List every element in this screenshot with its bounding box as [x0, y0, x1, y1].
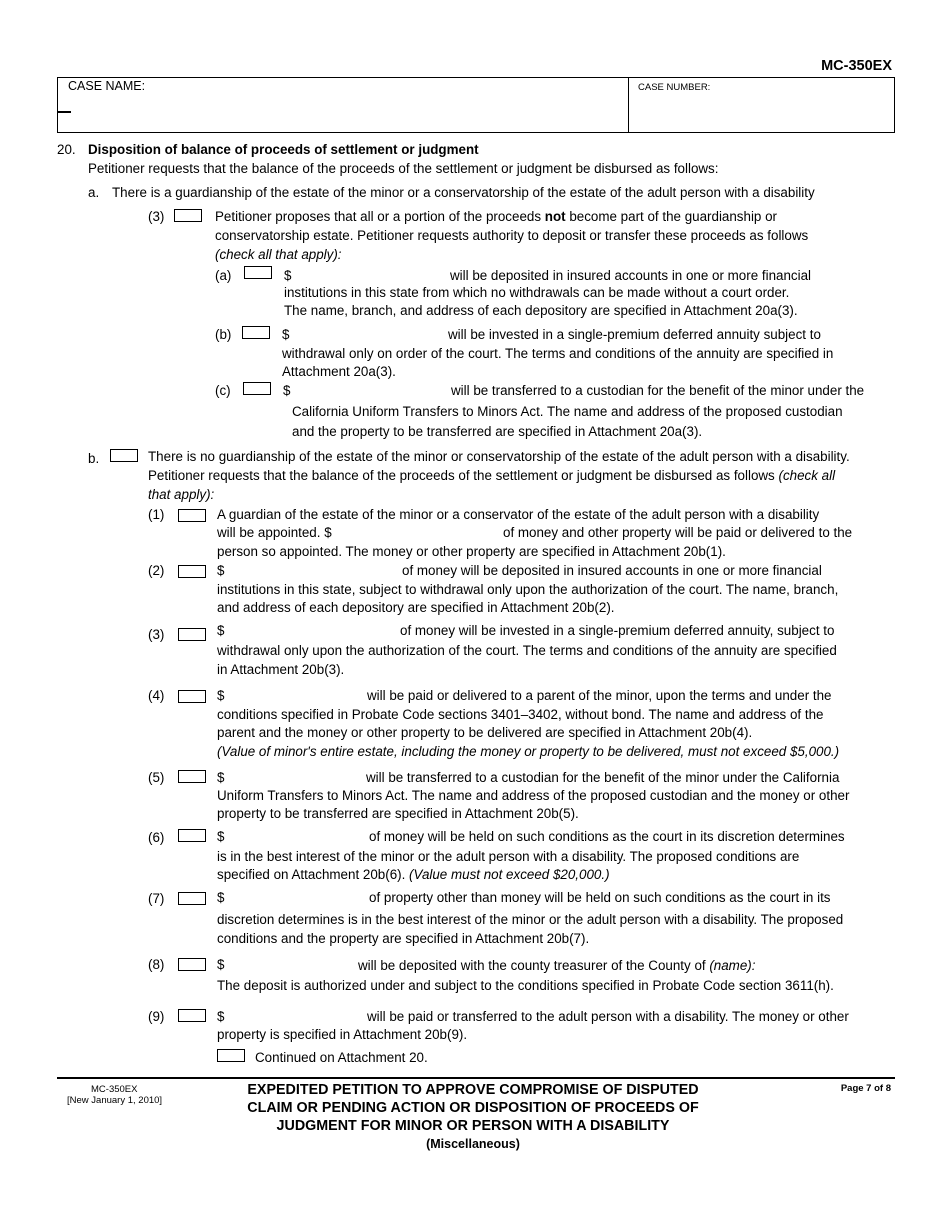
b7-amount-field[interactable]	[229, 888, 363, 905]
item-b-line2: Petitioner requests that the balance of the proceeds of the settlement or judgment be disbursed as follows (check all	[148, 468, 836, 483]
footer-form-id: MC-350EX	[91, 1084, 138, 1095]
item-title: Disposition of balance of proceeds of settlement or judgment	[88, 142, 479, 157]
b9-number: (9)	[148, 1009, 165, 1024]
a3a-dollar: $	[284, 268, 292, 283]
a3b-line2: withdrawal only on order of the court. The terms and conditions of the annuity are specified in	[282, 346, 834, 361]
b8-line1: will be deposited with the county treasurer of the County of (name):	[358, 958, 756, 973]
b5-amount-field[interactable]	[229, 768, 361, 785]
item-b-checkbox[interactable]	[110, 449, 138, 462]
item-a-text: There is a guardianship of the estate of the minor or a conservatorship of the estate of the adult person with a disability	[112, 185, 815, 200]
item-intro: Petitioner requests that the balance of the proceeds of the settlement or judgment be disbursed as follows:	[88, 161, 719, 176]
a3c-amount-field[interactable]	[295, 381, 445, 398]
b3-line3: in Attachment 20b(3).	[217, 662, 345, 677]
a3a-line2: institutions in this state from which no withdrawals can be made without a court order.	[284, 285, 790, 300]
a3a-checkbox[interactable]	[244, 266, 272, 279]
b1-line2-pre: will be appointed. $	[217, 525, 332, 540]
b3-line1: of money will be invested in a single-premium deferred annuity, subject to	[400, 623, 835, 638]
b1-line1: A guardian of the estate of the minor or a conservator of the estate of the adult person with a disability	[217, 507, 820, 522]
a3b-amount-field[interactable]	[294, 325, 442, 342]
b4-line4: (Value of minor's entire estate, including the money or property to be delivered, must not exceed $5,000.)	[217, 744, 840, 759]
a3b-label: (b)	[215, 327, 232, 342]
footer-subtitle: (Miscellaneous)	[426, 1137, 520, 1151]
item-number: 20.	[57, 142, 76, 157]
b9-checkbox[interactable]	[178, 1009, 206, 1022]
b1-number: (1)	[148, 507, 165, 522]
b4-dollar: $	[217, 688, 225, 703]
b4-line1: will be paid or delivered to a parent of the minor, upon the terms and under the	[367, 688, 832, 703]
b2-dollar: $	[217, 563, 225, 578]
a3b-line3: Attachment 20a(3).	[282, 364, 396, 379]
case-header-box	[57, 77, 895, 133]
b6-amount-field[interactable]	[229, 827, 363, 844]
b5-number: (5)	[148, 770, 165, 785]
a3c-line1: will be transferred to a custodian for the benefit of the minor under the	[451, 383, 865, 398]
case-name-label: CASE NAME:	[68, 79, 146, 93]
b7-line3: conditions and the property are specified in Attachment 20b(7).	[217, 931, 590, 946]
a3c-checkbox[interactable]	[243, 382, 271, 395]
b1-line2-post: of money and other property will be paid or delivered to the	[503, 525, 853, 540]
a3c-line3: and the property to be transferred are specified in Attachment 20a(3).	[292, 424, 703, 439]
b6-line1: of money will be held on such conditions as the court in its discretion determines	[369, 829, 845, 844]
a3b-line1: will be invested in a single-premium deferred annuity subject to	[448, 327, 821, 342]
b8-amount-field[interactable]	[229, 955, 353, 972]
footer-title-line1: EXPEDITED PETITION TO APPROVE COMPROMISE OF DISPUTED	[247, 1082, 699, 1098]
item-a-letter: a.	[88, 185, 100, 200]
item-b-line1: There is no guardianship of the estate of the minor or conservatorship of the estate of the adult person with a disability.	[148, 449, 850, 464]
b5-line2: Uniform Transfers to Minors Act. The name and address of the proposed custodian and the money or other	[217, 788, 850, 803]
b1-line3: person so appointed. The money or other property are specified in Attachment 20b(1).	[217, 544, 726, 559]
b9-amount-field[interactable]	[229, 1007, 363, 1024]
footer-title-line2: CLAIM OR PENDING ACTION OR DISPOSITION OF PROCEEDS OF	[247, 1100, 699, 1116]
b8-number: (8)	[148, 957, 165, 972]
b2-amount-field[interactable]	[229, 561, 397, 578]
case-name-field[interactable]	[60, 96, 620, 130]
footer-title-line3: JUDGMENT FOR MINOR OR PERSON WITH A DISABILITY	[276, 1118, 670, 1134]
a3b-checkbox[interactable]	[242, 326, 270, 339]
a3a-line3: The name, branch, and address of each depository are specified in Attachment 20a(3).	[284, 303, 798, 318]
a3a-line1: will be deposited in insured accounts in one or more financial	[450, 268, 812, 283]
b9-dollar: $	[217, 1009, 225, 1024]
b2-line2: institutions in this state, subject to withdrawal only upon the authorization of the court. The name, branch,	[217, 582, 839, 597]
case-number-label: CASE NUMBER:	[638, 82, 711, 93]
case-number-field[interactable]	[634, 96, 889, 130]
b4-amount-field[interactable]	[229, 686, 363, 703]
b3-line2: withdrawal only upon the authorization of the court. The terms and conditions of the annuity are specified	[217, 643, 837, 658]
a3a-label: (a)	[215, 268, 232, 283]
b8-dollar: $	[217, 957, 225, 972]
a3-line1: Petitioner proposes that all or a portion of the proceeds not become part of the guardianship or	[215, 209, 777, 224]
a3-checkbox[interactable]	[174, 209, 202, 222]
b7-dollar: $	[217, 890, 225, 905]
b5-line1: will be transferred to a custodian for the benefit of the minor under the California	[366, 770, 840, 785]
b5-line3: property to be transferred are specified in Attachment 20b(5).	[217, 806, 579, 821]
b6-dollar: $	[217, 829, 225, 844]
b3-dollar: $	[217, 623, 225, 638]
b8-line2: The deposit is authorized under and subject to the conditions specified in Probate Code section 3611(h).	[217, 978, 834, 993]
b6-checkbox[interactable]	[178, 829, 206, 842]
b3-amount-field[interactable]	[229, 621, 395, 638]
b5-checkbox[interactable]	[178, 770, 206, 783]
item-b-line3: that apply):	[148, 487, 215, 502]
item-b-letter: b.	[88, 451, 100, 466]
a3-line3: (check all that apply):	[215, 247, 342, 262]
a3a-amount-field[interactable]	[296, 266, 444, 283]
b4-number: (4)	[148, 688, 165, 703]
b7-line2: discretion determines is in the best interest of the minor or the adult person with a disability. The proposed	[217, 912, 844, 927]
continued-label: Continued on Attachment 20.	[255, 1050, 428, 1065]
footer-divider	[57, 1077, 895, 1079]
footer-page-number: Page 7 of 8	[840, 1083, 891, 1094]
b8-checkbox[interactable]	[178, 958, 206, 971]
b9-line2: property is specified in Attachment 20b(9).	[217, 1027, 468, 1042]
b4-checkbox[interactable]	[178, 690, 206, 703]
form-id-header: MC-350EX	[821, 58, 892, 74]
a3c-dollar: $	[283, 383, 291, 398]
b7-number: (7)	[148, 891, 165, 906]
continued-checkbox[interactable]	[217, 1049, 245, 1062]
b2-line3: and address of each depository are specified in Attachment 20b(2).	[217, 600, 615, 615]
a3b-dollar: $	[282, 327, 290, 342]
b2-checkbox[interactable]	[178, 565, 206, 578]
b2-line1: of money will be deposited in insured accounts in one or more financial	[402, 563, 822, 578]
footer-revision: [New January 1, 2010]	[67, 1095, 163, 1106]
b5-dollar: $	[217, 770, 225, 785]
b6-number: (6)	[148, 830, 165, 845]
b1-checkbox[interactable]	[178, 509, 206, 522]
b4-line2: conditions specified in Probate Code sections 3401–3402, without bond. The name and address of the	[217, 707, 824, 722]
b9-line1: will be paid or transferred to the adult person with a disability. The money or other	[367, 1009, 849, 1024]
a3-line2: conservatorship estate. Petitioner requests authority to deposit or transfer these proceeds as follows	[215, 228, 809, 243]
a3c-line2: California Uniform Transfers to Minors Act. The name and address of the proposed custodian	[292, 404, 843, 419]
a3-number: (3)	[148, 209, 165, 224]
b1-amount-field[interactable]	[350, 523, 498, 540]
b6-line2: is in the best interest of the minor or the adult person with a disability. The proposed conditions are	[217, 849, 800, 864]
b4-line3: parent and the money or other property to be delivered are specified in Attachment 20b(4).	[217, 725, 753, 740]
b7-line1: of property other than money will be held on such conditions as the court in its	[369, 890, 831, 905]
b3-checkbox[interactable]	[178, 628, 206, 641]
b6-line3: specified on Attachment 20b(6). (Value must not exceed $20,000.)	[217, 867, 610, 882]
b7-checkbox[interactable]	[178, 892, 206, 905]
b3-number: (3)	[148, 627, 165, 642]
b2-number: (2)	[148, 563, 165, 578]
a3c-label: (c)	[215, 383, 231, 398]
